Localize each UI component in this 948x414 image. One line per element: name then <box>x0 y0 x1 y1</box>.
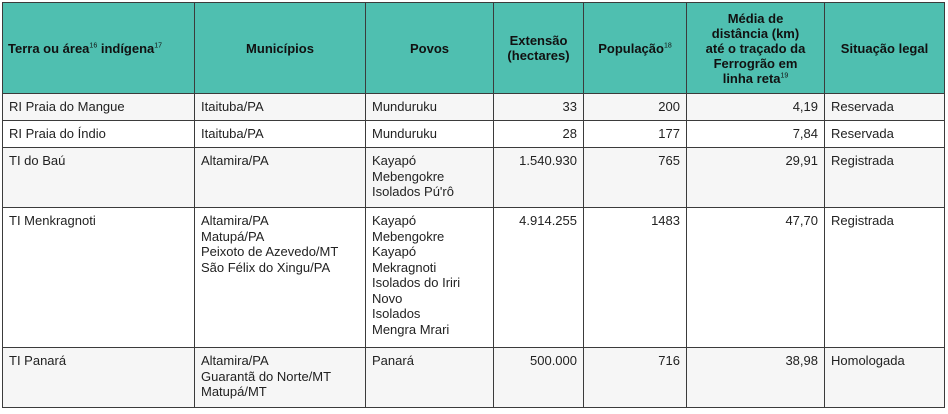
cell-municipios-line: Matupá/MT <box>201 384 267 399</box>
cell-extensao: 1.540.930 <box>494 148 584 208</box>
header-terra: Terra ou área$^{16}$ indígena$^{17}$ <box>3 3 195 94</box>
cell-municipios-line: Matupá/PA <box>201 228 265 244</box>
header-extensao: Extensão (hectares) <box>494 3 584 94</box>
cell-distancia: 47,70 <box>687 208 825 348</box>
table-row <box>3 208 945 348</box>
cell-povos-line: Kayapó <box>372 153 417 168</box>
cell-municipios-line: São Félix do Xingu/PA <box>201 259 331 275</box>
cell-extensao: 33 <box>494 94 584 121</box>
cell-povos-line: Novo <box>372 290 403 306</box>
table-row <box>3 94 945 121</box>
cell-povos-line: Isolados <box>372 306 421 321</box>
header-populacao: População$^{18}$ <box>584 3 687 94</box>
cell-municipios <box>195 208 366 348</box>
cell-situacao: Reservada <box>825 94 945 121</box>
cell-situacao: Reservada <box>825 121 945 148</box>
cell-terra: TI Menkragnoti <box>3 208 195 348</box>
header-situacao: Situação legal <box>825 3 945 94</box>
table-row <box>3 148 945 208</box>
cell-situacao: Registrada <box>825 208 945 348</box>
cell-povos-line: Kayapó <box>372 244 417 259</box>
header-povos: Povos <box>366 3 494 94</box>
cell-povos-line: Mebengokre <box>372 228 445 244</box>
header-municipios: Municípios <box>195 3 366 94</box>
cell-populacao: 716 <box>584 348 687 408</box>
cell-distancia: 38,98 <box>687 348 825 408</box>
table-row <box>3 121 945 148</box>
cell-povos-line: Mekragnoti <box>372 259 437 275</box>
cell-povos <box>366 121 494 148</box>
cell-povos <box>366 348 494 408</box>
table-row <box>3 348 945 408</box>
cell-terra: RI Praia do Mangue <box>3 94 195 121</box>
cell-povos-line: Isolados do Iriri <box>372 275 461 290</box>
indigenous-lands-table <box>2 2 945 408</box>
cell-povos <box>366 94 494 121</box>
cell-povos-line: Panará <box>372 353 414 368</box>
cell-extensao: 4.914.255 <box>494 208 584 348</box>
cell-municipios <box>195 94 366 121</box>
cell-municipios-line: Altamira/PA <box>201 213 269 228</box>
header-row <box>3 3 945 94</box>
cell-distancia: 29,91 <box>687 148 825 208</box>
cell-povos-line: Isolados Pú'rô <box>372 184 454 199</box>
header-distancia: Média de distância (km) até o traçado da Ferrogrão em linha reta$^{19}$ <box>687 3 825 94</box>
cell-populacao: 177 <box>584 121 687 148</box>
cell-populacao: 200 <box>584 94 687 121</box>
cell-povos-line: Mengra Mrari <box>372 321 450 337</box>
cell-povos <box>366 208 494 348</box>
cell-povos-line: Mebengokre <box>372 168 445 184</box>
cell-municipios-line: Itaituba/PA <box>201 126 264 141</box>
cell-distancia: 4,19 <box>687 94 825 121</box>
cell-populacao: 765 <box>584 148 687 208</box>
cell-municipios <box>195 348 366 408</box>
cell-municipios <box>195 121 366 148</box>
cell-povos-line: Munduruku <box>372 126 438 141</box>
cell-povos-line: Munduruku <box>372 99 438 114</box>
cell-povos <box>366 148 494 208</box>
cell-situacao: Registrada <box>825 148 945 208</box>
cell-extensao: 500.000 <box>494 348 584 408</box>
cell-municipios-line: Guarantã do Norte/MT <box>201 368 332 384</box>
cell-terra: TI do Baú <box>3 148 195 208</box>
cell-situacao: Homologada <box>825 348 945 408</box>
cell-terra: TI Panará <box>3 348 195 408</box>
cell-populacao: 1483 <box>584 208 687 348</box>
cell-municipios <box>195 148 366 208</box>
cell-povos-line: Kayapó <box>372 213 417 228</box>
cell-municipios-line: Itaituba/PA <box>201 99 264 114</box>
cell-extensao: 28 <box>494 121 584 148</box>
cell-municipios-line: Peixoto de Azevedo/MT <box>201 244 339 259</box>
cell-municipios-line: Altamira/PA <box>201 353 269 368</box>
cell-terra: RI Praia do Índio <box>3 121 195 148</box>
cell-municipios-line: Altamira/PA <box>201 153 269 168</box>
cell-distancia: 7,84 <box>687 121 825 148</box>
